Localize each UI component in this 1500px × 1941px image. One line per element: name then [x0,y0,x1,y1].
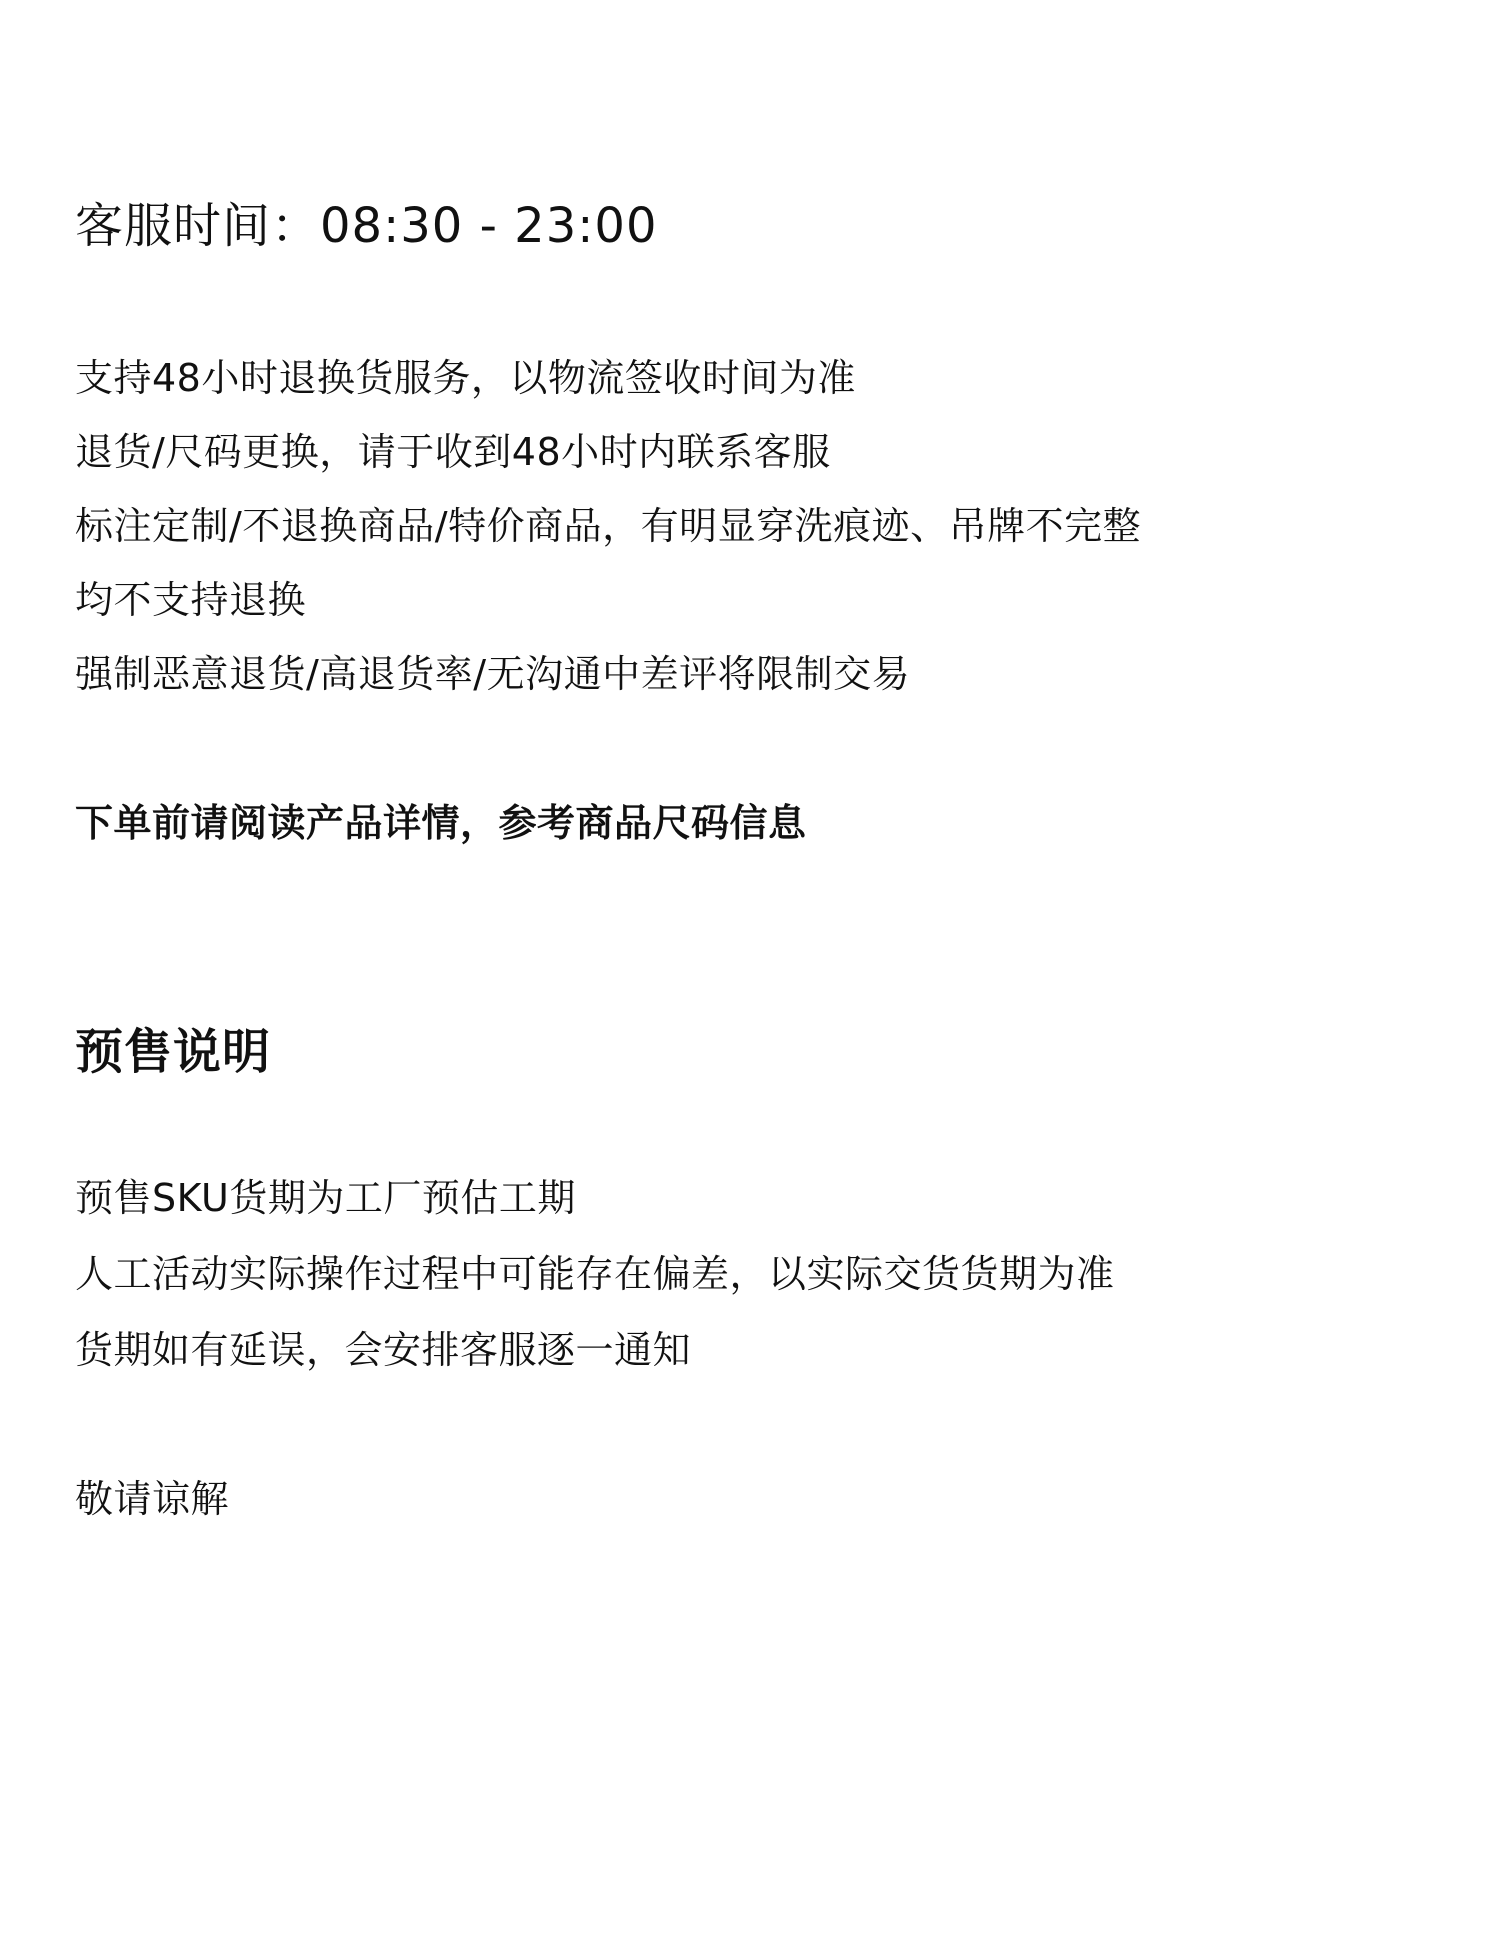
return-policy-line-restricted-items: 标注定制/不退换商品/特价商品，有明显穿洗痕迹、吊牌不完整 [75,504,1142,548]
presale-line-sku-delivery: 预售SKU货期为工厂预估工期 [75,1176,576,1220]
return-policy-line-size-exchange: 退货/尺码更换，请于收到48小时内联系客服 [75,430,831,474]
presale-closing-text: 敬请谅解 [75,1477,230,1521]
presale-line-delivery-deviation: 人工活动实际操作过程中可能存在偏差，以实际交货货期为准 [75,1252,1115,1296]
return-policy-line-trade-restriction: 强制恶意退货/高退货率/无沟通中差评将限制交易 [75,652,911,696]
return-policy-line-no-exchange: 均不支持退换 [75,578,307,622]
return-policy-line-48-hours: 支持48小时退换货服务，以物流签收时间为准 [75,356,856,400]
pre-order-reading-notice: 下单前请阅读产品详情，参考商品尺码信息 [75,801,807,845]
presale-line-delay-notice: 货期如有延误，会安排客服逐一通知 [75,1328,692,1372]
presale-title: 预售说明 [75,1024,272,1080]
customer-service-hours-title: 客服时间：08:30 - 23:00 [75,198,658,254]
